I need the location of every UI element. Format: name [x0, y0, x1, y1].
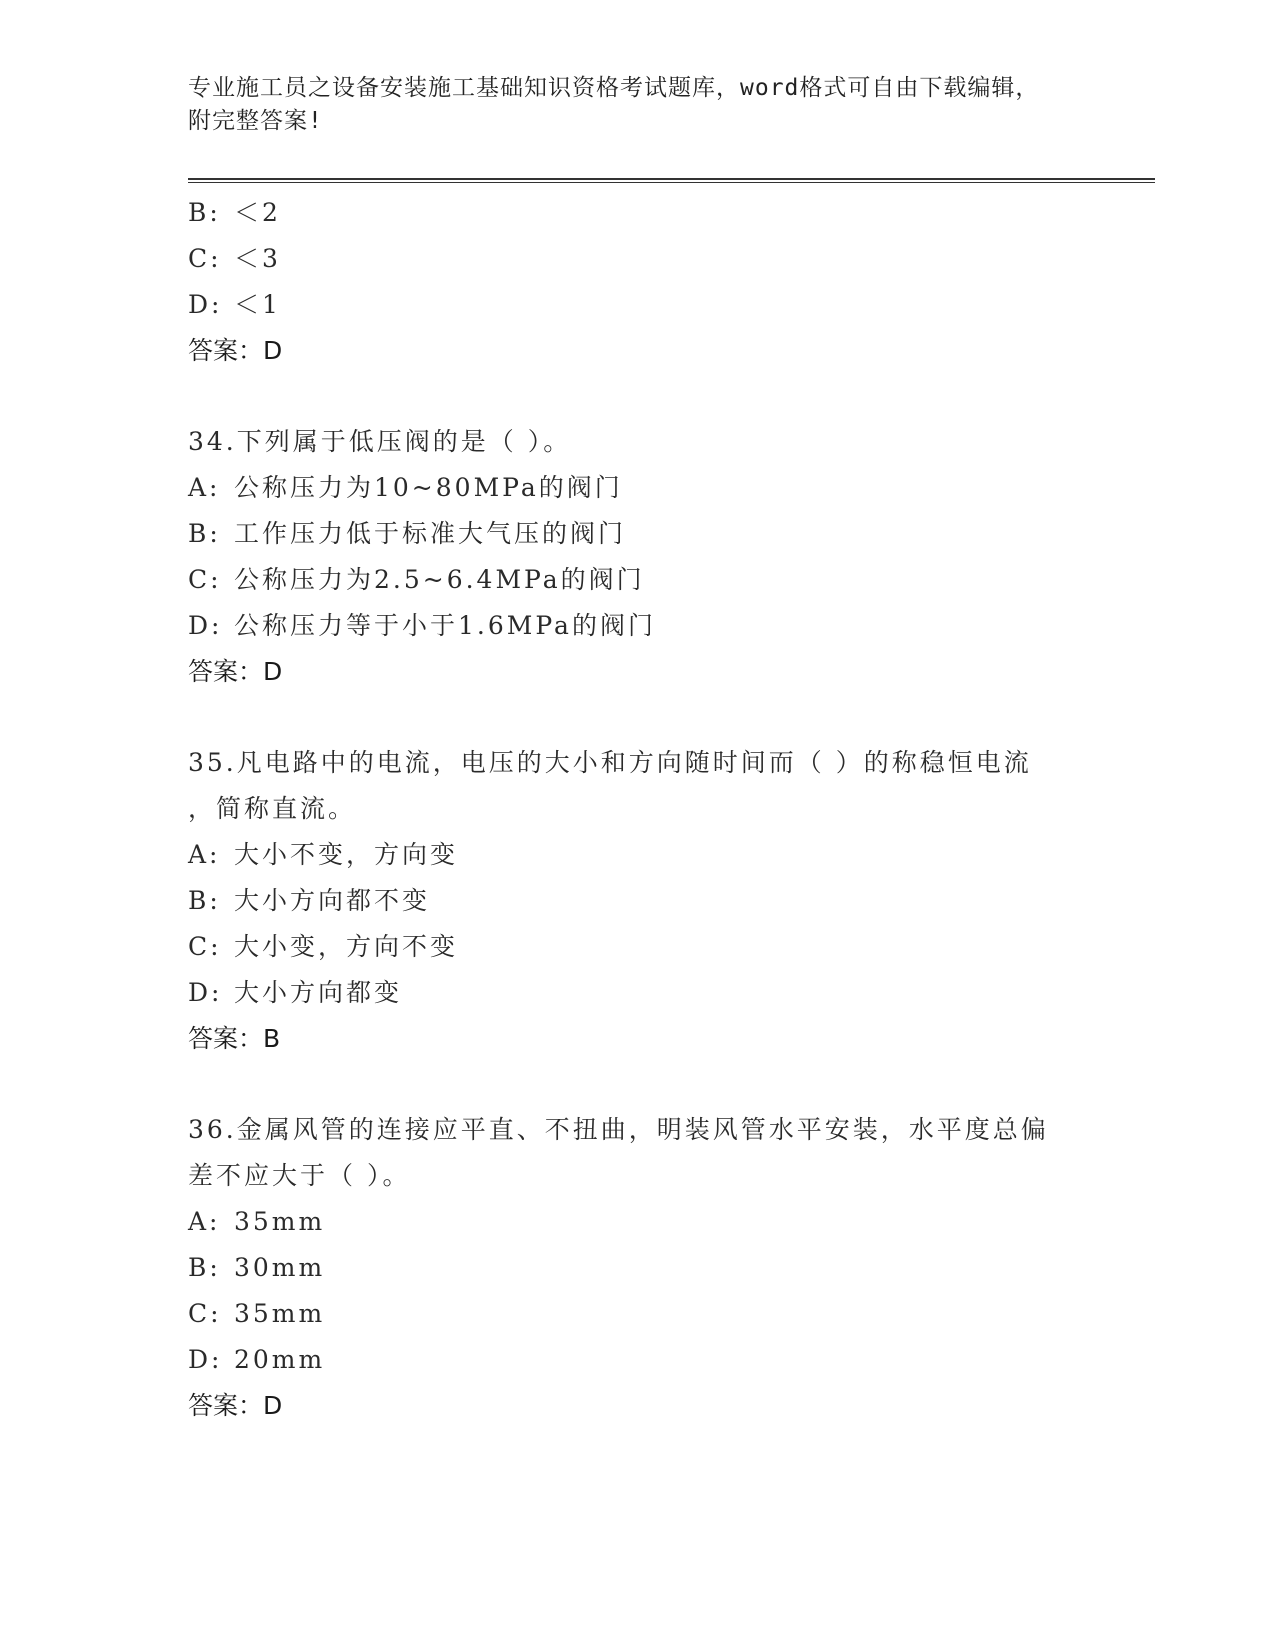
carryover-block	[188, 190, 1088, 374]
option-text: 工作压力低于标准大气压的阀门	[234, 519, 627, 548]
option-label: C:	[188, 932, 222, 961]
option-line	[188, 603, 1088, 649]
option-line	[188, 1245, 1088, 1291]
option-label: A:	[188, 473, 221, 502]
option-label: A:	[188, 840, 221, 869]
question-stem-continued: ，简称直流。	[188, 794, 357, 823]
option-label: D:	[188, 1345, 223, 1374]
option-label: C:	[188, 565, 222, 594]
option-text: 公称压力为10~80MPa的阀门	[234, 473, 623, 502]
spacer	[188, 374, 1088, 419]
question-36	[188, 1107, 1088, 1429]
header-divider-thin	[188, 182, 1155, 183]
header-line-2: 附完整答案!	[188, 108, 323, 134]
option-label: D:	[188, 290, 223, 319]
option-text: 35mm	[234, 1299, 326, 1328]
question-stem: 35.凡电路中的电流，电压的大小和方向随时间而（ ）的称稳恒电流	[188, 748, 1032, 777]
question-35	[188, 740, 1088, 1062]
option-label: B:	[188, 198, 221, 227]
option-text: 35mm	[234, 1207, 326, 1236]
option-text: ＜1	[234, 290, 281, 319]
option-text: 公称压力等于小于1.6MPa的阀门	[234, 611, 656, 640]
option-line	[188, 1337, 1088, 1383]
option-text: 30mm	[234, 1253, 326, 1282]
option-line	[188, 970, 1088, 1016]
document-header	[188, 72, 1088, 138]
option-text: 大小方向都变	[234, 978, 403, 1007]
question-stem-continued: 差不应大于（ ）。	[188, 1161, 411, 1190]
option-text: ＜2	[234, 198, 281, 227]
option-text: 大小变，方向不变	[234, 932, 459, 961]
option-text: 大小方向都不变	[234, 886, 431, 915]
option-line	[188, 236, 1088, 282]
option-line	[188, 282, 1088, 328]
option-text: 20mm	[234, 1345, 326, 1374]
option-label: C:	[188, 244, 222, 273]
option-text: ＜3	[234, 244, 281, 273]
option-line	[188, 511, 1088, 557]
answer-line: 答案：B	[188, 1024, 281, 1053]
option-line	[188, 465, 1088, 511]
option-line	[188, 924, 1088, 970]
answer-line: 答案：D	[188, 1391, 283, 1420]
option-label: C:	[188, 1299, 222, 1328]
option-line	[188, 878, 1088, 924]
option-label: B:	[188, 886, 221, 915]
spacer	[188, 695, 1088, 740]
option-line	[188, 1199, 1088, 1245]
option-label: D:	[188, 611, 223, 640]
option-text: 公称压力为2.5~6.4MPa的阀门	[234, 565, 645, 594]
question-stem: 36.金属风管的连接应平直、不扭曲，明装风管水平安装，水平度总偏	[188, 1115, 1049, 1144]
question-stem: 34.下列属于低压阀的是（ ）。	[188, 427, 572, 456]
option-text: 大小不变，方向变	[234, 840, 459, 869]
option-label: B:	[188, 1253, 221, 1282]
option-label: D:	[188, 978, 223, 1007]
option-line	[188, 832, 1088, 878]
answer-line: 答案：D	[188, 657, 283, 686]
question-34	[188, 419, 1088, 695]
answer-line: 答案：D	[188, 336, 283, 365]
option-label: B:	[188, 519, 221, 548]
spacer	[188, 1062, 1088, 1107]
header-line-1: 专业施工员之设备安装施工基础知识资格考试题库，word格式可自由下载编辑，	[188, 75, 1040, 101]
question-content	[188, 190, 1088, 1429]
option-line	[188, 1291, 1088, 1337]
header-divider-thick	[188, 178, 1155, 180]
option-label: A:	[188, 1207, 221, 1236]
option-line	[188, 190, 1088, 236]
option-line	[188, 557, 1088, 603]
